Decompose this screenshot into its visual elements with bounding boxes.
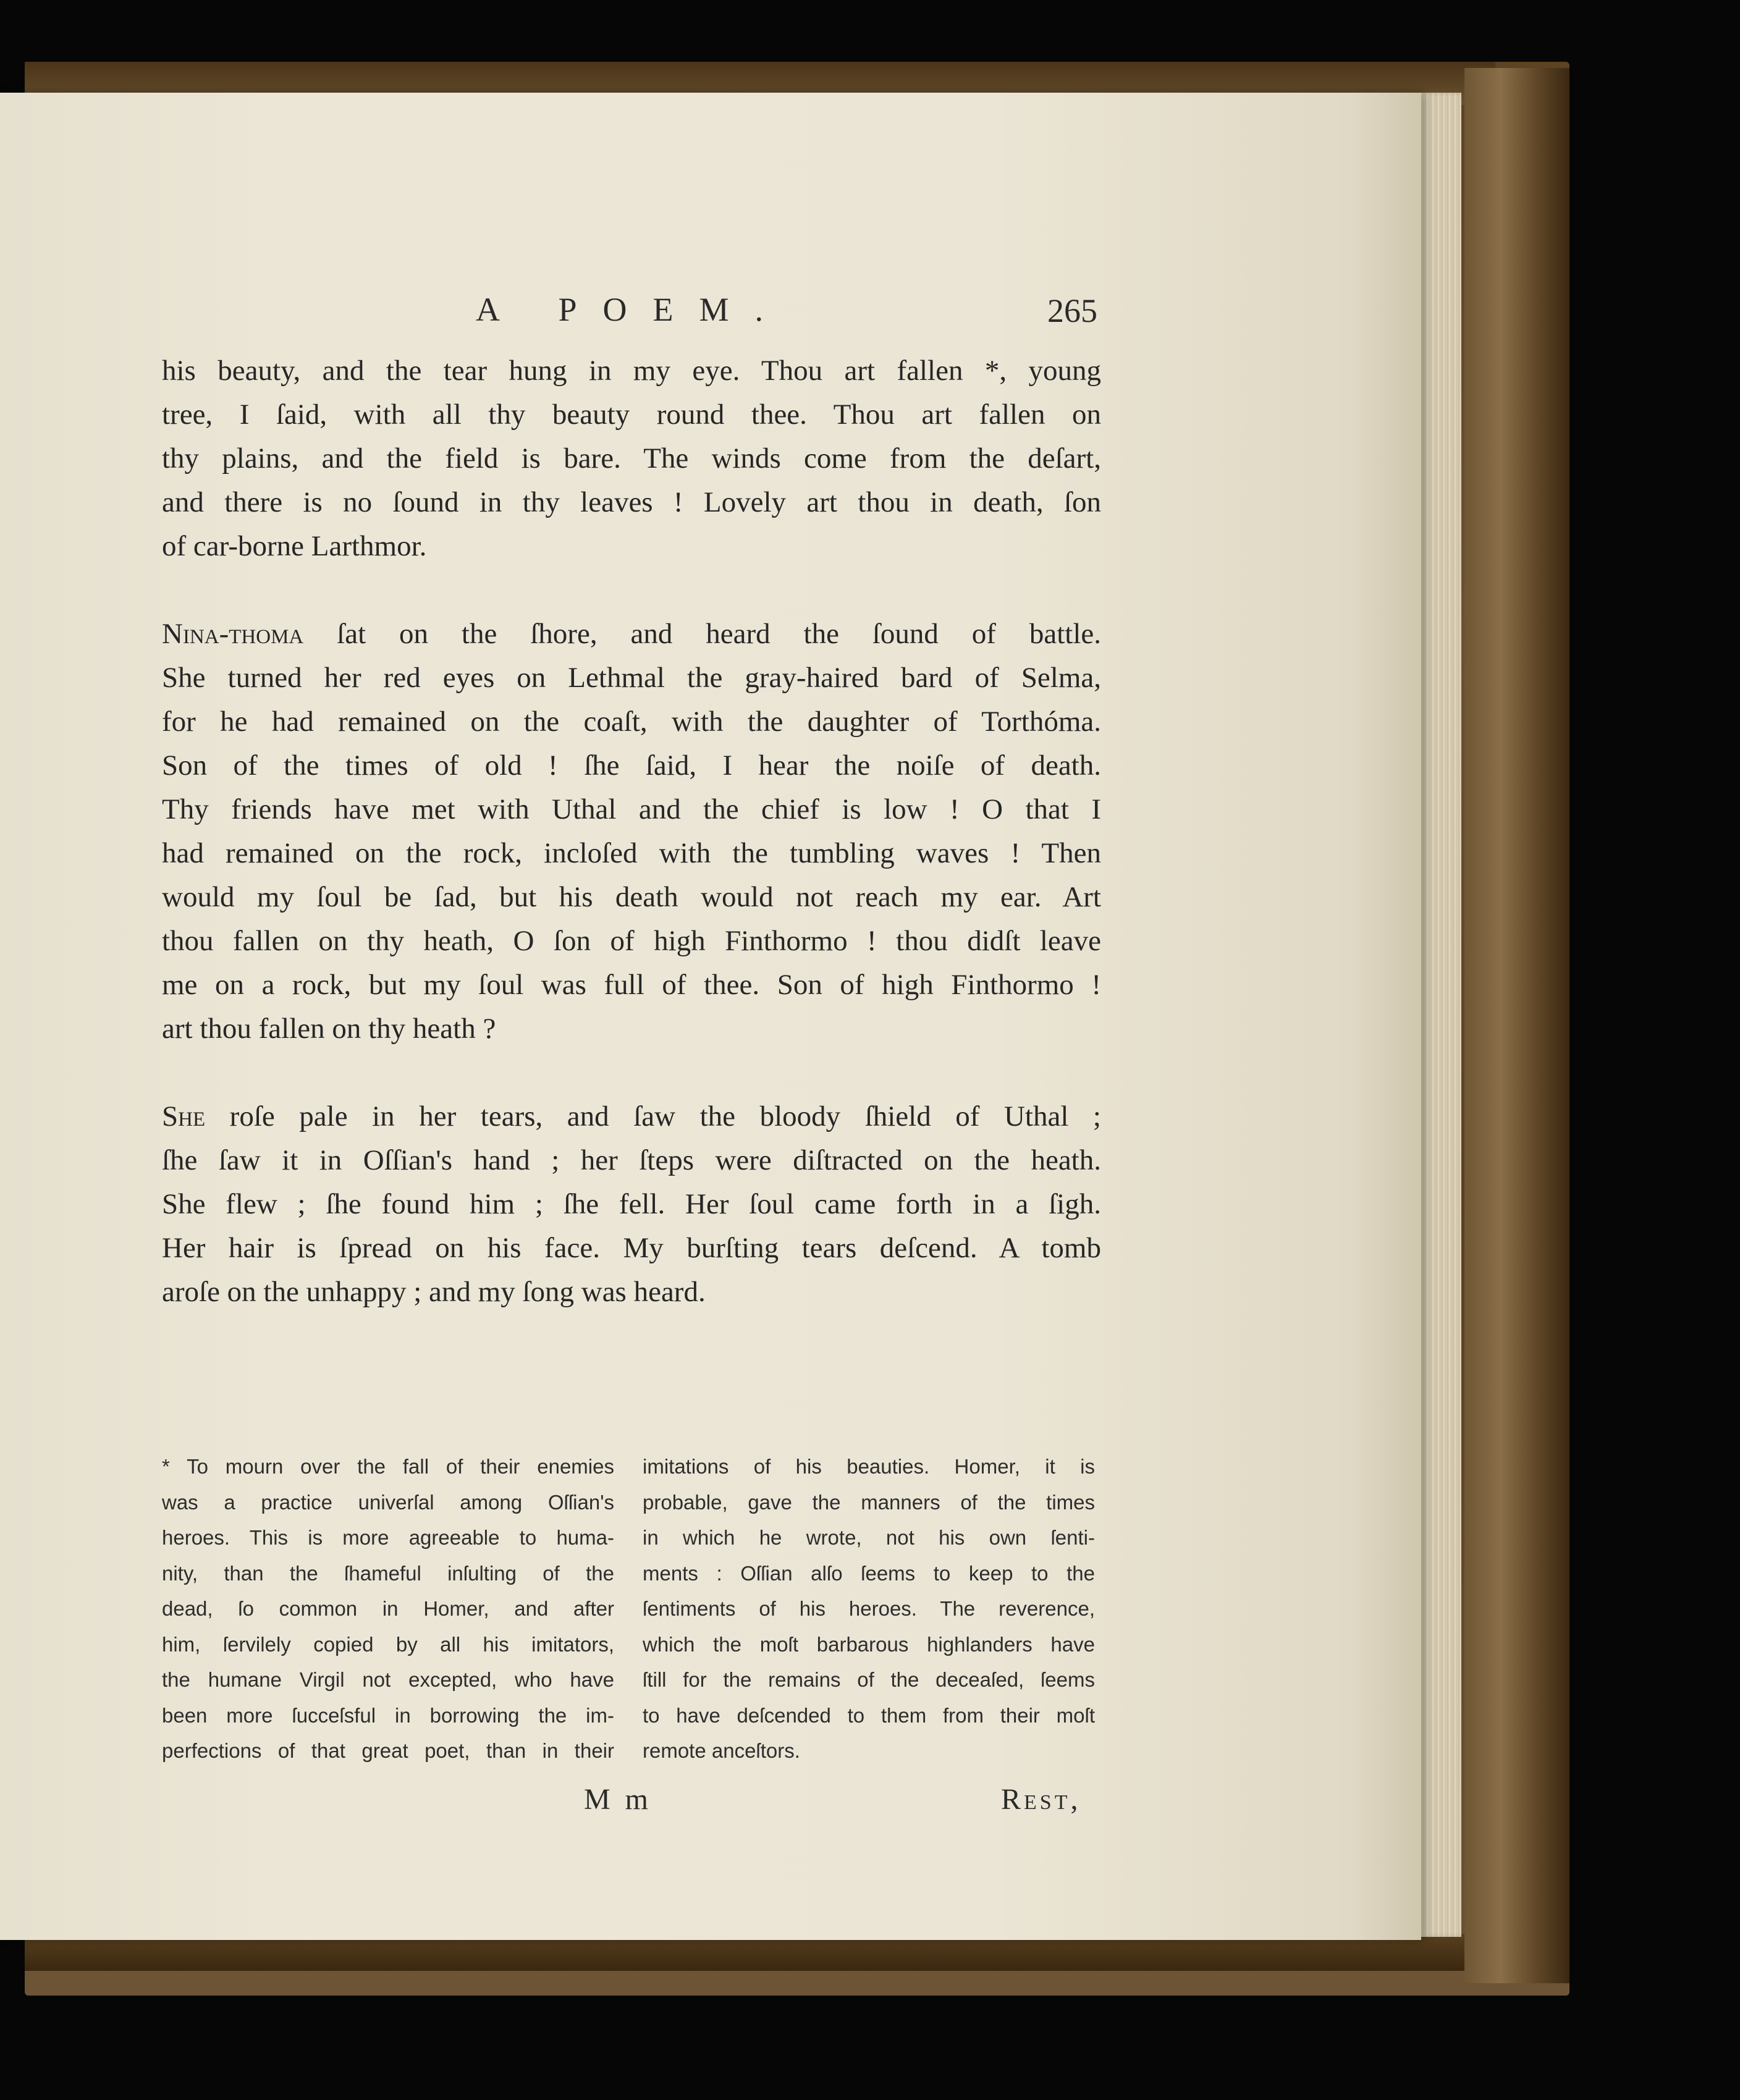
signature-mark: M m bbox=[584, 1783, 652, 1816]
text-line: tree, I ſaid, with all thy beauty round thee. Thou art fallen on bbox=[162, 398, 1101, 431]
footnote-line: imitations of his beauties. Homer, it is bbox=[643, 1455, 1095, 1478]
footnote-line: nity, than the ſhameful inſulting of the bbox=[162, 1561, 614, 1585]
paragraph-lead-smallcaps: She bbox=[162, 1100, 206, 1132]
text-line: his beauty, and the tear hung in my eye. Thou art fallen *, young bbox=[162, 355, 1101, 387]
text-line: Son of the times of old ! ſhe ſaid, I hear the noiſe of death. bbox=[162, 749, 1101, 782]
cover-fore-edge bbox=[1464, 68, 1569, 1983]
paragraph-1 bbox=[162, 349, 1101, 568]
text-line: aroſe on the unhappy ; and my ſong was heard. bbox=[162, 1276, 706, 1308]
text-line: for he had remained on the coaſt, with the daughter of Torthóma. bbox=[162, 706, 1101, 738]
text-line: She flew ; ſhe found him ; ſhe fell. Her ſoul came forth in a ſigh. bbox=[162, 1188, 1101, 1220]
running-title: A POEM. bbox=[476, 291, 790, 328]
text-line: would my ſoul be ſad, but his death would not reach my ear. Art bbox=[162, 881, 1101, 913]
footnote-line: ſtill for the remains of the deceaſed, ſeems bbox=[643, 1668, 1095, 1691]
running-head bbox=[0, 290, 1421, 340]
text-line: She turned her red eyes on Lethmal the gray-haired bard of Selma, bbox=[162, 662, 1101, 694]
page-number: 265 bbox=[1047, 292, 1097, 329]
footnote-line: remote anceſtors. bbox=[643, 1739, 800, 1762]
footnote-line: been more ſucceſsful in borrowing the im- bbox=[162, 1703, 614, 1727]
footnote-line: which the moſt barbarous highlanders have bbox=[643, 1632, 1095, 1656]
paragraph-3 bbox=[162, 1095, 1101, 1314]
footnote-line: * To mourn over the fall of their enemies bbox=[162, 1455, 614, 1478]
text-line: thy plains, and the field is bare. The winds come from the deſart, bbox=[162, 442, 1101, 474]
paragraph-lead-smallcaps: Nina-thoma bbox=[162, 618, 304, 650]
footnote-line: to have deſcended to them from their moſt bbox=[643, 1703, 1095, 1727]
footnote-right-column bbox=[643, 1449, 1095, 1769]
footnote-line: was a practice univerſal among Oſſian's bbox=[162, 1490, 614, 1514]
footnote-line: the humane Virgil not excepted, who have bbox=[162, 1668, 614, 1691]
text-line-rest: roſe pale in her tears, and ſaw the bloody ſhield of Uthal ; bbox=[205, 1100, 1101, 1132]
body-text bbox=[162, 349, 1101, 1314]
text-line: ſhe ſaw it in Oſſian's hand ; her ſteps were diſtracted on the heath. bbox=[162, 1144, 1101, 1176]
footnote-line: in which he wrote, not his own ſenti- bbox=[643, 1526, 1095, 1549]
footnote-line: ſentiments of his heroes. The reverence, bbox=[643, 1597, 1095, 1620]
text-line: had remained on the rock, incloſed with the tumbling waves ! Then bbox=[162, 837, 1101, 869]
text-line: me on a rock, but my ſoul was full of thee. Son of high Finthormo ! bbox=[162, 969, 1101, 1001]
book-page bbox=[0, 93, 1421, 1940]
footnote-line: him, ſervilely copied by all his imitators, bbox=[162, 1632, 614, 1656]
text-line: Thy friends have met with Uthal and the chief is low ! O that I bbox=[162, 793, 1101, 825]
text-line: Her hair is ſpread on his face. My burſting tears deſcend. A tomb bbox=[162, 1232, 1101, 1264]
footnote bbox=[162, 1449, 1101, 1770]
catchword: Rest, bbox=[1001, 1783, 1081, 1816]
text-line bbox=[162, 612, 1101, 656]
footnote-line: probable, gave the manners of the times bbox=[643, 1490, 1095, 1514]
text-line-rest: ſat on the ſhore, and heard the ſound of battle. bbox=[303, 618, 1101, 650]
text-line bbox=[162, 1095, 1101, 1139]
text-line: thou fallen on thy heath, O ſon of high Finthormo ! thou didſt leave bbox=[162, 925, 1101, 957]
footnote-line: dead, ſo common in Homer, and after bbox=[162, 1597, 614, 1620]
text-line: of car-borne Larthmor. bbox=[162, 530, 427, 562]
footnote-line: heroes. This is more agreeable to huma- bbox=[162, 1526, 614, 1549]
text-line: art thou fallen on thy heath ? bbox=[162, 1013, 496, 1045]
footnote-line: perfections of that great poet, than in their bbox=[162, 1739, 614, 1762]
text-line: and there is no ſound in thy leaves ! Lovely art thou in death, ſon bbox=[162, 486, 1101, 518]
footnote-line: ments : Oſſian alſo ſeems to keep to the bbox=[643, 1561, 1095, 1585]
paragraph-2 bbox=[162, 612, 1101, 1051]
footnote-left-column bbox=[162, 1449, 614, 1769]
